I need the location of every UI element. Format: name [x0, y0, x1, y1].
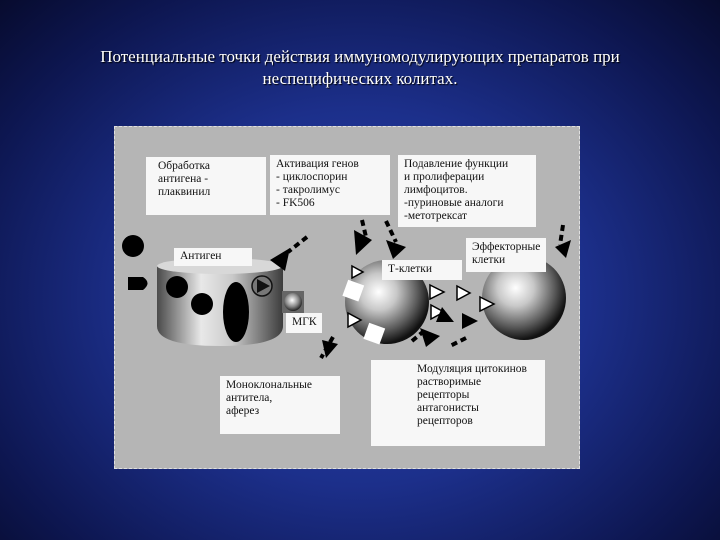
filled-triangle-icon — [555, 240, 571, 258]
antigen-presenting-cell — [157, 258, 283, 346]
box-antigen-processing: Обработка антигена - плаквинил — [146, 157, 266, 215]
box-cytokine-modulation: Модуляция цитокинов растворимые рецепторы антагонисты рецепторов — [371, 360, 545, 446]
label-antigen: Антиген — [174, 248, 252, 266]
label-effector-cells: Эффекторные клетки — [466, 238, 546, 272]
title-line-2: неспецифических колитах. — [262, 69, 458, 88]
outline-triangle-icon — [430, 285, 444, 299]
antigen-particle — [166, 276, 188, 298]
antigen-particle — [122, 235, 144, 257]
box-gene-activation: Активация генов - циклоспорин - такролимус - FK506 — [270, 155, 390, 215]
filled-triangle-icon — [386, 240, 406, 259]
antigen-shape — [128, 277, 148, 290]
outline-triangle-icon — [457, 286, 470, 300]
box-monoclonal-antibodies: Моноклональные антитела, аферез — [220, 376, 340, 434]
box-lymphocyte-suppression: Подавление функции и пролиферации лимфоцитов. -пуриновые аналоги -метотрексат — [398, 155, 536, 227]
label-t-cells: Т-клетки — [382, 260, 462, 280]
filled-triangle-icon — [462, 313, 478, 329]
title-line-1: Потенциальные точки действия иммуномодулирующих препаратов при — [100, 47, 620, 66]
mhc-dot — [284, 293, 302, 311]
nucleus-oval — [223, 282, 249, 342]
label-mhc: МГК — [286, 313, 322, 333]
antigen-particle — [191, 293, 213, 315]
filled-triangle-icon — [354, 230, 372, 255]
